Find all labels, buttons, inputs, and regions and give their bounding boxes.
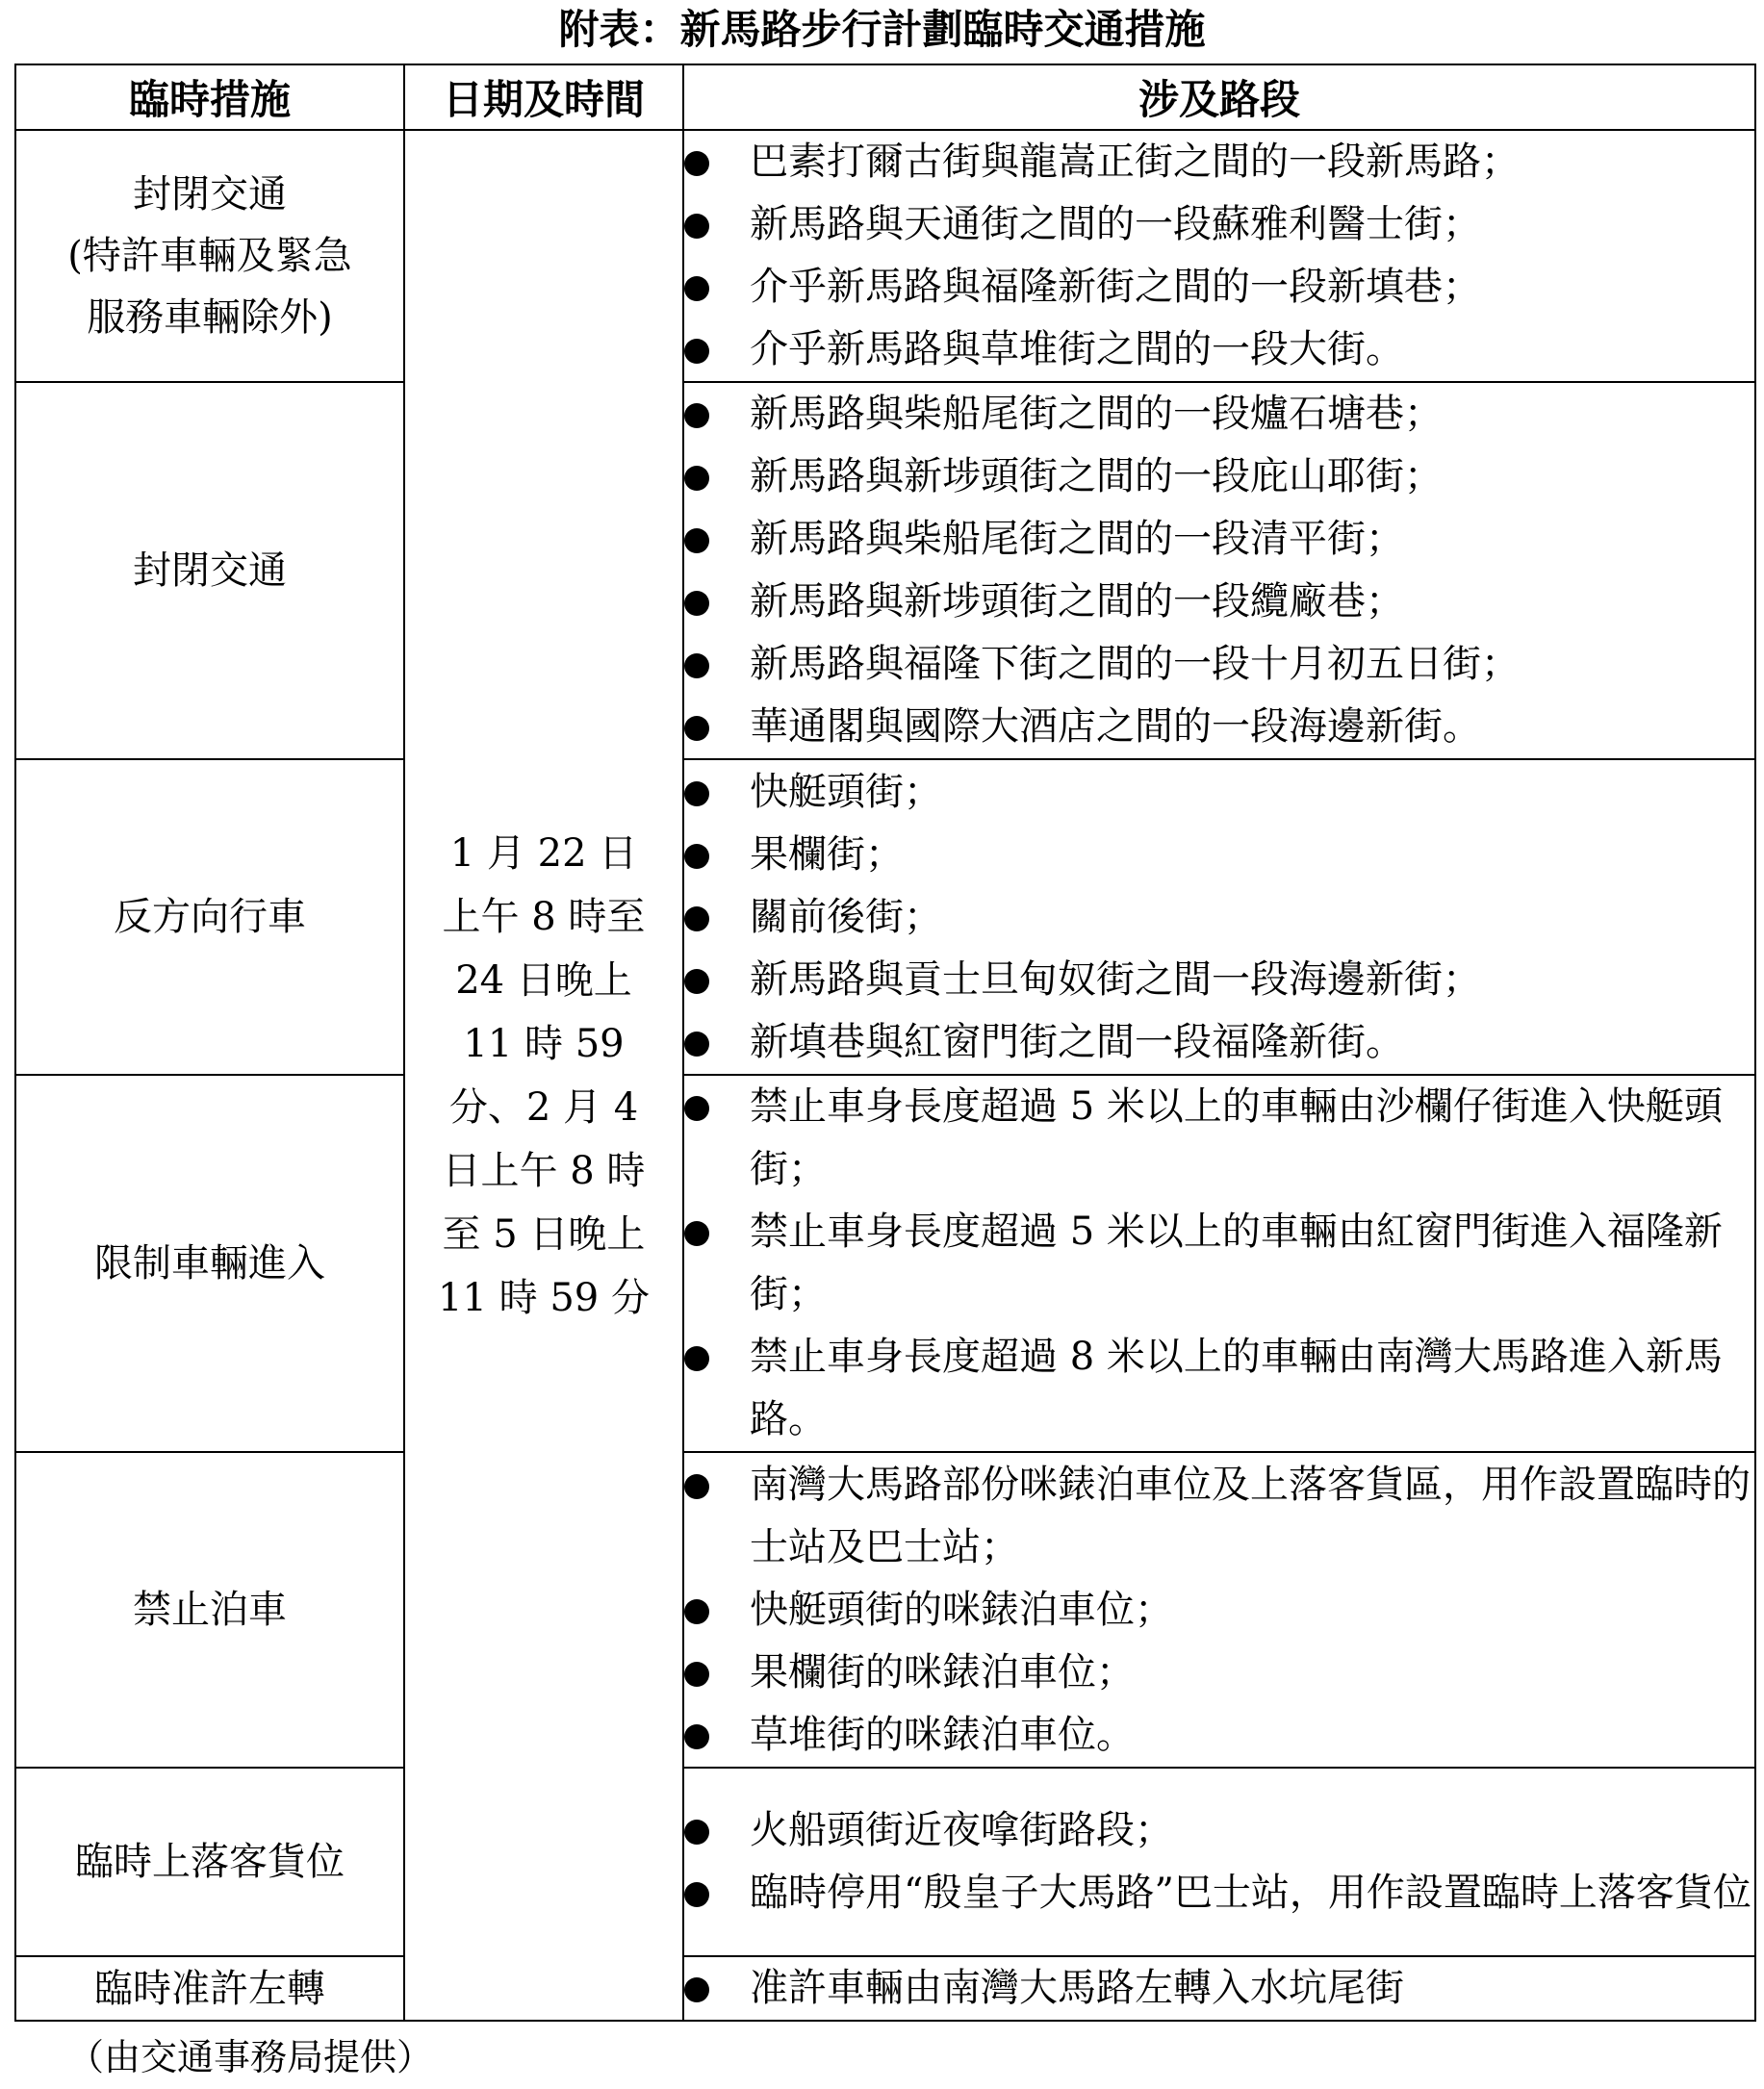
section-text: 果欄街； (750, 831, 904, 877)
list-item (684, 193, 1754, 256)
measure-cell (15, 1075, 404, 1452)
section-text: 快艇頭街的咪錶泊車位； (750, 1587, 1173, 1632)
section-text: 新馬路與新埗頭街之間的一段纜廠巷； (750, 579, 1404, 624)
measure-line: 反方向行車 (114, 895, 306, 939)
list-item (684, 1642, 1754, 1704)
list-item (684, 1326, 1754, 1451)
list-item (684, 571, 1754, 633)
list-item (684, 696, 1754, 758)
bullet-icon (684, 653, 709, 678)
header-sections: 涉及路段 (683, 64, 1755, 130)
measure-line: 封閉交通 (133, 172, 287, 217)
bullet-icon (684, 1599, 709, 1624)
section-text: 准許車輛由南灣大馬路左轉入水坑尾街 (750, 1966, 1404, 2010)
bullet-icon (684, 716, 709, 741)
bullet-icon (684, 214, 709, 239)
table-row (15, 1956, 1755, 2021)
datetime-line: 分、2 月 4 (448, 1084, 639, 1130)
list-item (684, 1011, 1754, 1074)
table-row (15, 130, 1755, 382)
section-list (684, 1799, 1754, 1924)
bullet-icon (684, 1882, 709, 1907)
measure-line: 封閉交通 (133, 548, 287, 593)
bullet-icon (684, 528, 709, 553)
bullet-icon (684, 1977, 709, 2002)
list-item (684, 1799, 1754, 1862)
section-list (684, 761, 1754, 1074)
section-text: 介乎新馬路與福隆新街之間的一段新填巷； (750, 265, 1481, 309)
section-text: 關前後街； (750, 894, 942, 939)
measure-cell (15, 759, 404, 1075)
section-list (684, 383, 1754, 758)
table-header-row (15, 64, 1755, 130)
datetime-line: 上午 8 時至 (442, 894, 646, 939)
list-item (684, 446, 1754, 508)
measure-line: 限制車輛進入 (94, 1241, 325, 1286)
sections-cell (683, 759, 1755, 1075)
section-text: 新馬路與新埗頭街之間的一段庇山耶街； (750, 454, 1443, 498)
bullet-icon (684, 1662, 709, 1687)
sections-cell (683, 382, 1755, 759)
measure-cell (15, 130, 404, 382)
bullet-icon (684, 1096, 709, 1121)
datetime-line: 11 時 59 (463, 1021, 625, 1066)
list-item (684, 633, 1754, 696)
header-measure: 臨時措施 (15, 64, 404, 130)
traffic-measures-table (14, 64, 1756, 2022)
table-row (15, 1075, 1755, 1452)
section-text: 新馬路與柴船尾街之間的一段爐石塘巷； (750, 392, 1443, 436)
table-row (15, 382, 1755, 759)
section-text: 新馬路與天通街之間的一段蘇雅利醫士街； (750, 202, 1481, 246)
table-row (15, 1768, 1755, 1956)
section-text: 禁止車身長度超過 5 米以上的車輛由沙欄仔街進入快艇頭街； (750, 1084, 1723, 1191)
datetime-line: 至 5 日晚上 (442, 1211, 646, 1257)
bullet-icon (684, 403, 709, 428)
section-list (684, 131, 1754, 381)
bullet-icon (684, 1221, 709, 1246)
page-title: 附表：新馬路步行計劃臨時交通措施 (558, 6, 1206, 53)
section-text: 火船頭街近夜嗱街路段； (750, 1808, 1173, 1852)
list-item (684, 949, 1754, 1011)
list-item (684, 1862, 1754, 1924)
section-text: 新馬路與柴船尾街之間的一段清平街； (750, 517, 1404, 561)
datetime-line: 日上午 8 時 (442, 1148, 646, 1193)
bullet-icon (684, 844, 709, 869)
bullet-icon (684, 591, 709, 616)
list-item (684, 1704, 1754, 1767)
section-text: 新馬路與福隆下街之間的一段十月初五日街； (750, 642, 1520, 686)
datetime-line: 11 時 59 分 (438, 1275, 650, 1320)
list-item (684, 383, 1754, 446)
section-text: 南灣大馬路部份咪錶泊車位及上落客貨區，用作設置臨時的士站及巴士站； (750, 1462, 1751, 1569)
list-item (684, 1579, 1754, 1642)
section-text: 新馬路與貢士旦甸奴街之間一段海邊新街； (750, 956, 1481, 1002)
section-text: 快艇頭街； (750, 769, 942, 814)
section-list (684, 1076, 1754, 1451)
section-text: 禁止車身長度超過 8 米以上的車輛由南灣大馬路進入新馬路。 (750, 1335, 1723, 1441)
measure-cell (15, 382, 404, 759)
datetime-cell (404, 130, 683, 2021)
section-list (684, 1957, 1754, 2020)
measure-line: 臨時上落客貨位 (75, 1840, 345, 1884)
section-text: 果欄街的咪錶泊車位； (750, 1649, 1135, 1694)
section-text: 草堆街的咪錶泊車位。 (750, 1712, 1135, 1757)
bullet-icon (684, 151, 709, 176)
bullet-icon (684, 1032, 709, 1057)
section-text: 介乎新馬路與草堆街之間的一段大街。 (750, 327, 1404, 371)
bullet-icon (684, 276, 709, 301)
list-item (684, 1454, 1754, 1579)
list-item (684, 1957, 1754, 2020)
measure-line: 臨時准許左轉 (94, 1966, 325, 2011)
measure-line: 禁止泊車 (133, 1588, 287, 1632)
datetime-line: 24 日晚上 (455, 957, 632, 1003)
sections-cell (683, 1768, 1755, 1956)
table-row (15, 759, 1755, 1075)
source-footnote: （由交通事務局提供） (67, 2036, 434, 2078)
measure-cell (15, 1768, 404, 1956)
bullet-icon (684, 1820, 709, 1845)
list-item (684, 1076, 1754, 1201)
bullet-icon (684, 1346, 709, 1371)
section-text: 臨時停用“殷皇子大馬路”巴士站，用作設置臨時上落客貨位 (750, 1871, 1751, 1915)
list-item (684, 256, 1754, 318)
bullet-icon (684, 466, 709, 491)
measure-cell (15, 1956, 404, 2021)
list-item (684, 761, 1754, 824)
header-datetime: 日期及時間 (404, 64, 683, 130)
section-text: 禁止車身長度超過 5 米以上的車輛由紅窗門街進入福隆新街； (750, 1210, 1723, 1316)
list-item (684, 1201, 1754, 1326)
datetime-line: 1 月 22 日 (449, 830, 638, 876)
bullet-icon (684, 969, 709, 994)
list-item (684, 318, 1754, 381)
measure-line: (特許車輛及緊急 (67, 234, 352, 278)
bullet-icon (684, 906, 709, 931)
list-item (684, 824, 1754, 886)
sections-cell (683, 1452, 1755, 1768)
section-text: 華通閣與國際大酒店之間的一段海邊新街。 (750, 704, 1481, 749)
measure-line: 服務車輛除外) (87, 295, 333, 340)
list-item (684, 131, 1754, 193)
table-row (15, 1452, 1755, 1768)
section-list (684, 1454, 1754, 1767)
sections-cell (683, 1956, 1755, 2021)
section-text: 巴素打爾古街與龍嵩正街之間的一段新馬路； (750, 140, 1520, 184)
sections-cell (683, 1075, 1755, 1452)
bullet-icon (684, 1474, 709, 1499)
bullet-icon (684, 781, 709, 806)
section-text: 新填巷與紅窗門街之間一段福隆新街。 (750, 1019, 1404, 1064)
list-item (684, 508, 1754, 571)
bullet-icon (684, 1724, 709, 1749)
bullet-icon (684, 339, 709, 364)
measure-cell (15, 1452, 404, 1768)
sections-cell (683, 130, 1755, 382)
list-item (684, 886, 1754, 949)
